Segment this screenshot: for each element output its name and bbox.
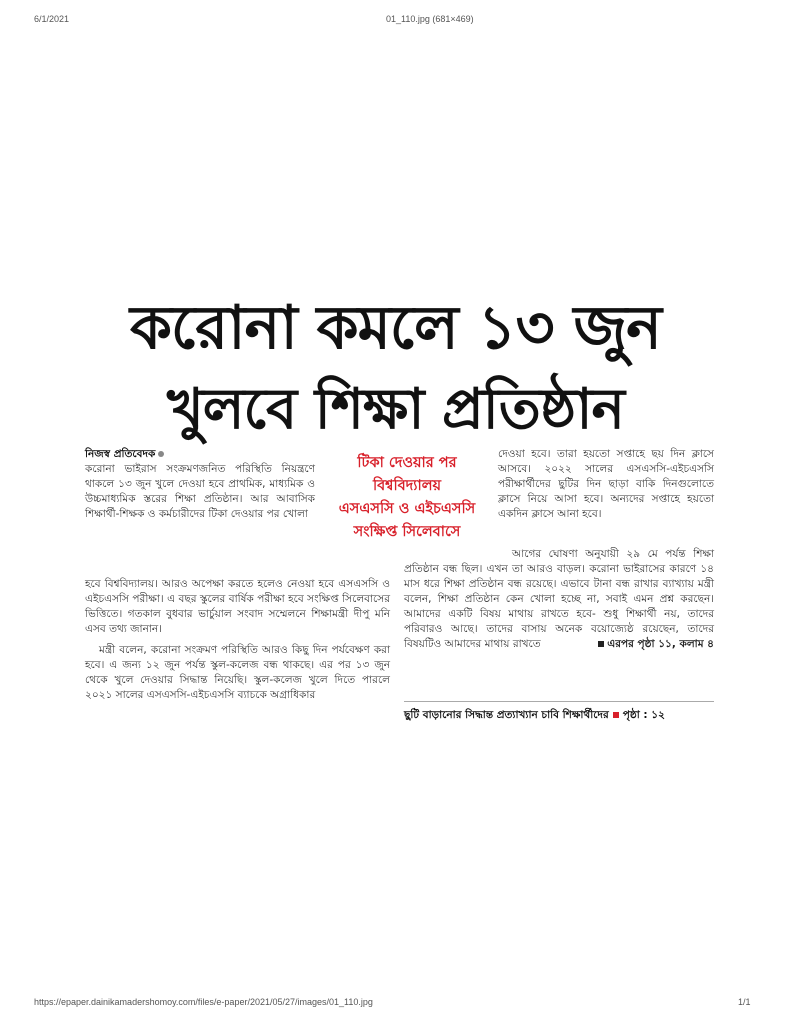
print-title: 01_110.jpg (681×469) xyxy=(386,14,474,24)
byline-dot-icon xyxy=(158,451,164,457)
related-page-ref: পৃষ্ঠা : ১২ xyxy=(622,709,665,721)
article-column-1-top xyxy=(85,447,315,522)
article-column-1-bottom xyxy=(85,577,390,703)
highlight-callout xyxy=(322,452,492,544)
related-square-icon xyxy=(613,712,619,718)
print-page-number: 1/1 xyxy=(738,997,751,1007)
byline: নিজস্ব প্রতিবেদক xyxy=(85,448,156,460)
callout-line-4: সংক্ষিপ্ত সিলেবাসে xyxy=(353,524,461,540)
related-story xyxy=(404,708,714,725)
print-date: 6/1/2021 xyxy=(34,14,70,24)
callout-line-3: এসএসসি ও এইচএসসি xyxy=(338,501,476,517)
article-paragraph-4: দেওয়া হবে। তারা হয়তো সপ্তাহে ছয় দিন ক্লাসে আসবে। ২০২২ সালের এসএসসি-এইচএসসি পরীক্ষার্থীদের ছুটির দিন ছাড়া বাকি দিনগুলোতে ক্লাসে নিয়ে আসা হবে। অন্যদের সপ্তাহে হয়তো একদিন ক্লাসে আনা হবে। xyxy=(498,448,714,520)
article-paragraph-1: করোনা ভাইরাস সংক্রমণজনিত পরিস্থিতি নিয়ন্ত্রণে থাকলে ১৩ জুন খুলে দেওয়া হবে প্রাথমিক, মাধ্যমিক ও উচ্চমাধ্যমিক স্তরের শিক্ষা প্রতিষ্ঠান। আর আবাসিক শিক্ষার্থী-শিক্ষক ও কর্মচারীদের টিকা দেওয়ার পর খোলা xyxy=(85,463,315,520)
print-url: https://epaper.dainikamadershomoy.com/files/e-paper/2021/05/27/images/01_110.jpg xyxy=(34,997,373,1007)
related-headline: ছুটি বাড়ানোর সিদ্ধান্ত প্রত্যাখ্যান চাবি শিক্ষার্থীদের xyxy=(404,709,609,721)
continuation-square-icon xyxy=(598,641,604,647)
callout-line-2: বিশ্ববিদ্যালয় xyxy=(372,478,442,494)
article-column-2-bottom xyxy=(404,547,714,652)
article-paragraph-2: হবে বিশ্ববিদ্যালয়। আরও অপেক্ষা করতে হলেও নেওয়া হবে এসএসসি ও এইচএসসি পরীক্ষা। এ বছর স্কুলের বার্ষিক পরীক্ষা হবে সংক্ষিপ্ত সিলেবাসের ভিত্তিতে। গতকাল বুধবার ভার্চুয়াল সংবাদ সম্মেলনে শিক্ষামন্ত্রী দীপু মনি এসব তথ্য জানান। xyxy=(85,578,390,635)
headline-line-2: খুলবে শিক্ষা প্রতিষ্ঠান xyxy=(167,377,624,442)
headline-line-1: করোনা কমলে ১৩ জুন xyxy=(130,293,661,363)
article-paragraph-3: মন্ত্রী বলেন, করোনা সংক্রমণ পরিস্থিতি আরও কিছু দিন পর্যবেক্ষণ করা হবে। এ জন্য ১২ জুন পর্যন্ত স্কুল-কলেজ বন্ধ থাকছে। এর পর ১৩ জুন থেকে খুলে দেওয়ার সিদ্ধান্ত নিয়েছি। স্কুল-কলেজ খুলে দিতে পারলে ২০২১ সালের এসএসসি-এইচএসসি ব্যাচকে অগ্রাধিকার xyxy=(85,644,390,701)
article-column-3-top xyxy=(498,447,714,522)
continuation-note: এরপর পৃষ্ঠা ১১, কলাম ৪ xyxy=(404,637,714,652)
callout-line-1: টিকা দেওয়ার পর xyxy=(357,455,457,471)
article-paragraph-5: আগের ঘোষণা অনুযায়ী ২৯ মে পর্যন্ত শিক্ষা প্রতিষ্ঠান বন্ধ ছিল। এখন তা আরও বাড়ল। করোনা ভাইরাসের কারণে ১৪ মাস ধরে শিক্ষা প্রতিষ্ঠান বন্ধ রয়েছে। এভাবে টানা বন্ধ রাখার ব্যাখ্যায় মন্ত্রী বলেন, শিক্ষা প্রতিষ্ঠান কেন খোলা হচ্ছে না, সবাই এমন প্রশ্ন করছেন। আমাদের একটি বিষয় মাথায় রাখতে হবে- শুধু শিক্ষার্থী নয়, তাদের পরিবারও আছে। তাদের বাসায় অনেক বয়োজ্যেষ্ঠ রয়েছেন, তাদের বিষয়টিও আমাদের মাথায় রাখতে xyxy=(404,548,714,650)
related-divider xyxy=(404,701,714,702)
